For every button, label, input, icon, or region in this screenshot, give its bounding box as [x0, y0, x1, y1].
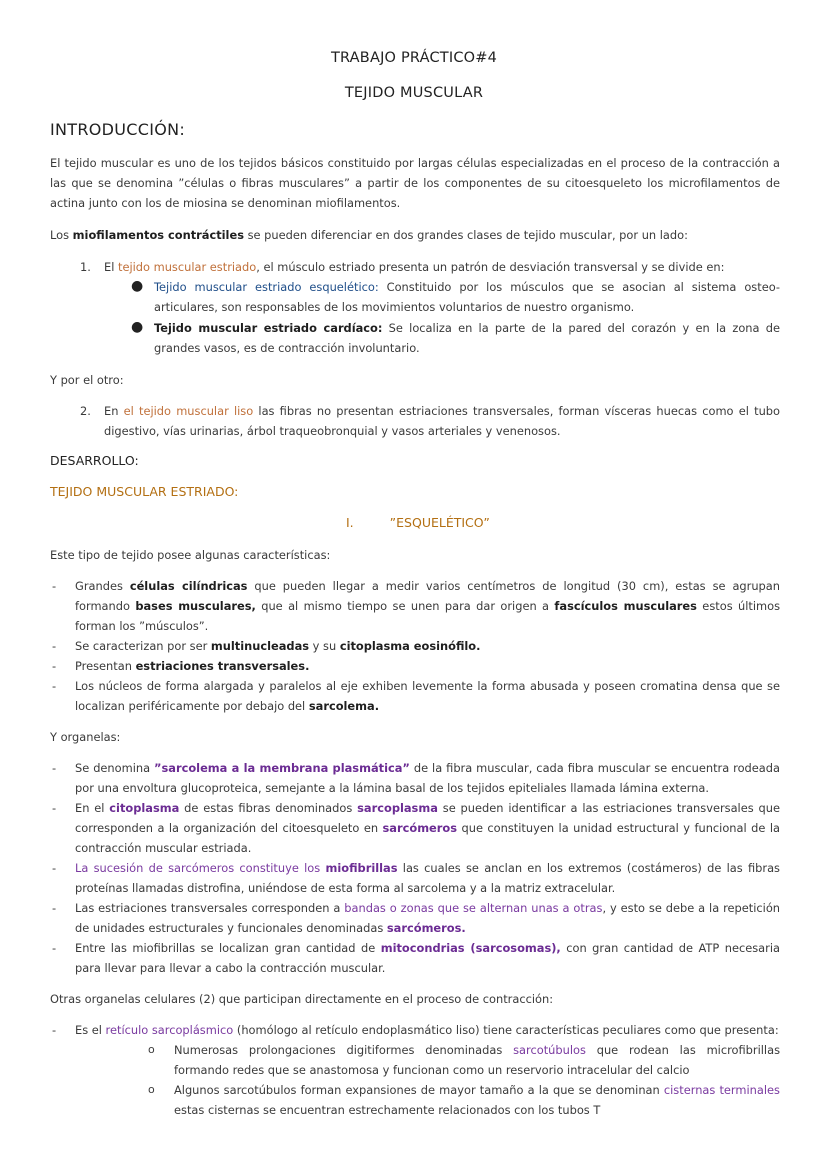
text: Se denomina [75, 761, 155, 775]
dash-marker: - [52, 639, 57, 653]
y-por-el-otro: Y por el otro: [50, 373, 124, 387]
bold-term: sarcolema. [308, 699, 380, 713]
purple-term: sarcoplasma [357, 801, 438, 815]
text: que rodean las microfibrillas formando redes que se anastomosa y funcionan como un reservorio intracelular del calcio [174, 1043, 780, 1077]
bullet-item-cardiaco [154, 318, 780, 358]
bold-term: multinucleadas [210, 639, 310, 653]
text: las cuales se anclan en los extremos (costámeros) de las fibras proteínas llamadas distrofina, uniéndose de esta forma al sarcolema y a la matriz extracelular. [75, 861, 780, 895]
text: de estas fibras denominados [179, 801, 358, 815]
organela-4 [75, 898, 780, 938]
organela-1 [75, 758, 780, 798]
text: se pueden identificar a las estriaciones transversales que corresponden a la organización del citoesqueleto en [75, 801, 780, 835]
purple-term: sarcotúbulos [513, 1043, 586, 1057]
text: estos últimos forman los ”músculos”. [75, 599, 781, 633]
text: Se caracterizan por ser [75, 639, 211, 653]
y-organelas: Y organelas: [50, 730, 121, 744]
bold-term: fascículos musculares [554, 599, 697, 613]
circle-bullet-icon: o [148, 1043, 155, 1056]
text: Algunos sarcotúbulos forman expansiones de mayor tamaño a la que se denominan [174, 1083, 664, 1097]
bullet-item-esqueletico [154, 277, 780, 317]
caracteristica-1 [75, 576, 780, 636]
bold-term: células cilíndricas [129, 579, 248, 593]
text: se pueden diferenciar en dos grandes clases de tejido muscular, por un lado: [243, 228, 688, 242]
circle-bullet-icon: o [148, 1083, 155, 1096]
dash-marker: - [52, 861, 57, 875]
bullet-icon: ● [131, 319, 144, 335]
text: estas cisternas se encuentran estrechamente relacionados con los tubos T [174, 1103, 601, 1117]
purple-term: sarcómeros [382, 821, 458, 835]
text: de la fibra muscular, cada fibra muscular se encuentra rodeada por una envoltura glucoproteica, semejante a la lámina basal de los tejidos epiteliales llamada lámina externa. [75, 761, 780, 795]
purple-term: miofibrillas [325, 861, 398, 875]
caracteristica-3 [75, 656, 780, 676]
purple-term: mitocondrias (sarcosomas), [380, 941, 561, 955]
purple-term: retículo sarcoplásmico [105, 1023, 234, 1037]
caracteristica-2 [75, 636, 780, 656]
bullet-icon: ● [131, 278, 144, 294]
list-item-2 [104, 401, 780, 441]
organela-5 [75, 938, 780, 978]
esqueletico-heading [346, 515, 490, 530]
intro-paragraph: El tejido muscular es uno de los tejidos básicos constituido por largas células especializadas en el proceso de la contracción a las que se denomina ”células o fibras musculares” a partir de los componentes de su citoesqueleto los microfilamentos de actina junto con los de miosina se denominan miofilamentos. [50, 156, 780, 210]
text: Se localiza en la parte de la pared del corazón y en la zona de grandes vasos, es de contracción involuntario. [154, 321, 780, 355]
dash-marker: - [52, 761, 57, 775]
list-number: 1. [80, 260, 91, 274]
document-subtitle: TEJIDO MUSCULAR [344, 85, 484, 101]
text: que constituyen la unidad estructural y funcional de la contracción muscular estriada. [75, 821, 781, 855]
text: Numerosas prolongaciones digitiformes denominadas [174, 1043, 514, 1057]
bullet-title: Tejido muscular estriado cardíaco: [154, 321, 383, 335]
dash-marker: - [52, 659, 57, 673]
purple-term: ”sarcolema a la membrana plasmática” [154, 761, 410, 775]
purple-term: cisternas terminales [663, 1083, 780, 1097]
text: , y esto se debe a la repetición de unidades estructurales y funcionales denominadas [75, 901, 781, 935]
bold-term: estriaciones transversales. [135, 659, 310, 673]
organela-3 [75, 858, 780, 898]
reticulo-sub-1 [174, 1040, 780, 1080]
text: Es el [75, 1023, 106, 1037]
este-tipo-paragraph: Este tipo de tejido posee algunas características: [50, 548, 331, 562]
bold-term: miofilamentos contráctiles [72, 228, 244, 242]
text: Constituido por los músculos que se asocian al sistema osteo-articulares, son responsables de los movimientos voluntarios de nuestro organismo. [154, 280, 781, 314]
bullet-title: Tejido muscular estriado esquelético: [154, 280, 379, 294]
text: Los núcleos de forma alargada y paralelos al eje exhiben levemente la forma abusada y poseen cromatina densa que se localizan periféricamente por debajo del [75, 679, 780, 713]
text: (homólogo al retículo endoplasmático liso) tiene características peculiares como que presenta: [233, 1023, 779, 1037]
purple-term: citoplasma [109, 801, 180, 815]
miofilamentos-paragraph [50, 225, 780, 245]
dash-marker: - [52, 579, 57, 593]
text: Las estriaciones transversales corresponden a [75, 901, 345, 915]
bold-term: bases musculares, [135, 599, 256, 613]
roman-numeral: I. [346, 515, 354, 530]
text: y su [309, 639, 340, 653]
reticulo-item [75, 1020, 780, 1040]
bold-term: citoplasma eosinófilo. [339, 639, 481, 653]
intro-heading: INTRODUCCIÓN: [50, 120, 186, 139]
text: que pueden llegar a medir varios centímetros de longitud (30 cm), estas se agrupan formando [75, 579, 780, 613]
text: En [104, 404, 124, 418]
otras-organelas: Otras organelas celulares (2) que participan directamente en el proceso de contracción: [50, 992, 554, 1006]
desarrollo-heading: DESARROLLO: [50, 453, 139, 468]
colored-term: tejido muscular estriado [117, 260, 257, 274]
document-title: TRABAJO PRÁCTICO#4 [330, 50, 498, 66]
list-number: 2. [80, 404, 91, 418]
text: las fibras no presentan estriaciones transversales, forman vísceras huecas como el tubo digestivo, vías urinarias, árbol traqueobronquial y vasos arteriales y venenosos. [104, 404, 780, 438]
dash-marker: - [52, 801, 57, 815]
esqueletico-label: ”ESQUELÉTICO” [389, 515, 490, 530]
text: que al mismo tiempo se unen para dar origen a [255, 599, 555, 613]
dash-marker: - [52, 901, 57, 915]
text: Los [50, 228, 73, 242]
purple-text: La sucesión de sarcómeros constituye los [75, 861, 326, 875]
list-item-1 [104, 257, 784, 277]
purple-term: sarcómeros. [386, 921, 466, 935]
text: Presentan [75, 659, 136, 673]
organela-2 [75, 798, 780, 858]
dash-marker: - [52, 1023, 57, 1037]
tejido-estriado-heading: TEJIDO MUSCULAR ESTRIADO: [50, 484, 239, 499]
caracteristica-4 [75, 676, 780, 716]
colored-term: el tejido muscular liso [123, 404, 254, 418]
text: con gran cantidad de ATP necesaria para llevar para llevar a cabo la contracción muscular. [75, 941, 780, 975]
reticulo-sub-2 [174, 1080, 780, 1120]
purple-text: bandas o zonas que se alternan unas a otras [344, 901, 603, 915]
text: En el [75, 801, 110, 815]
text: Grandes [75, 579, 130, 593]
dash-marker: - [52, 941, 57, 955]
text: , el músculo estriado presenta un patrón de desviación transversal y se divide en: [256, 260, 725, 274]
text: El [104, 260, 118, 274]
text: Entre las miofibrillas se localizan gran cantidad de [75, 941, 381, 955]
dash-marker: - [52, 679, 57, 693]
